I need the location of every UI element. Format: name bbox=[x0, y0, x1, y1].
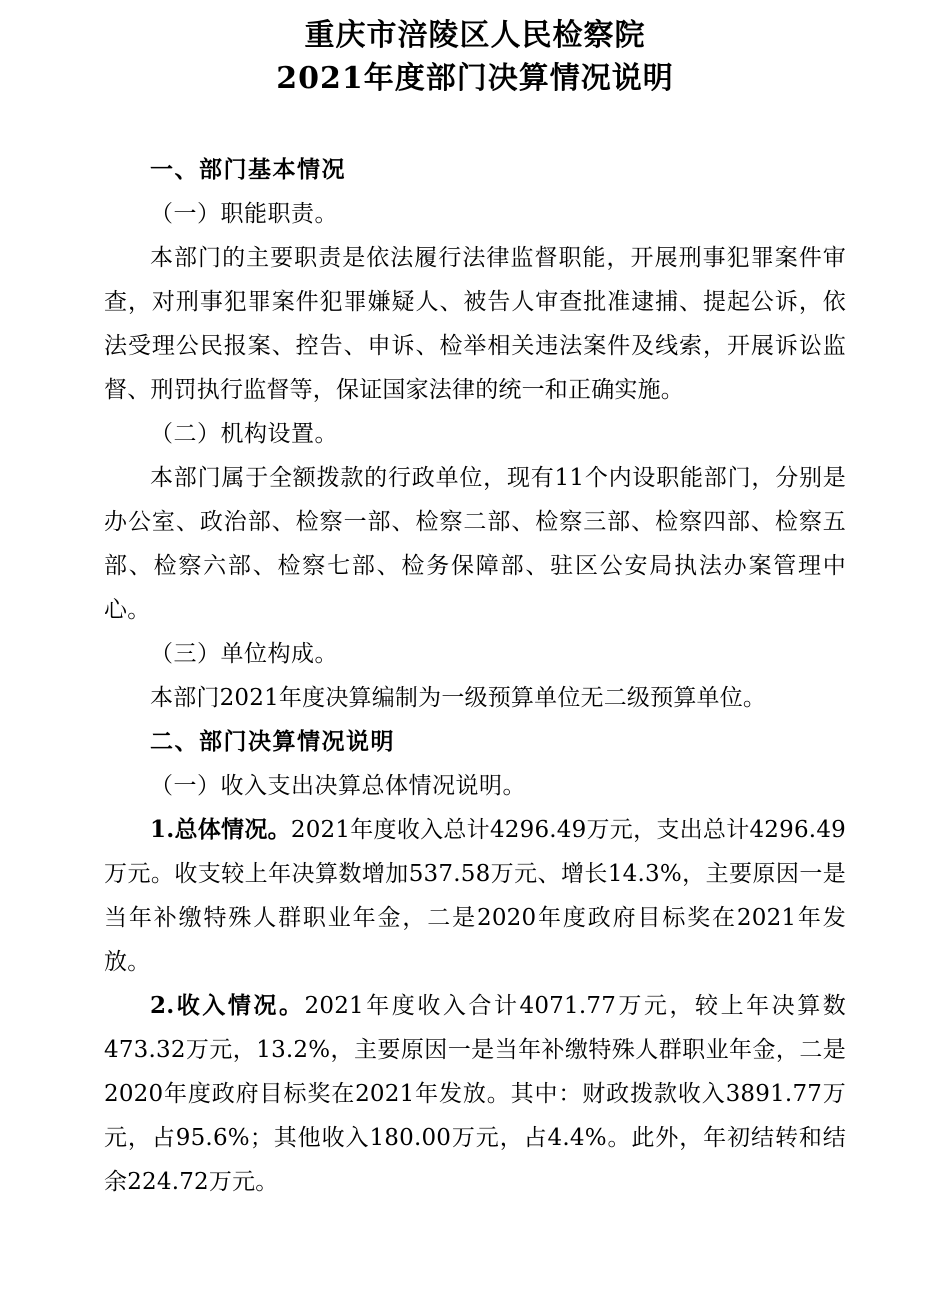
paragraph-2-1-lead: 1.总体情况。 bbox=[150, 816, 291, 843]
title-line-1: 重庆市涪陵区人民检察院 bbox=[304, 18, 646, 53]
subsection-heading-1-2: （二）机构设置。 bbox=[150, 421, 338, 447]
title-spacer bbox=[104, 100, 846, 148]
paragraph-2-2-lead: 2.收入情况。 bbox=[150, 992, 305, 1019]
paragraph-2-1-text: 2021年度收入总计4296.49万元，支出总计4296.49万元。收支较上年决算数增加537.58万元、增长14.3%，主要原因一是当年补缴特殊人群职业年金，二是2020年度政府目标奖在2021年发放。 bbox=[104, 817, 846, 975]
title-line-2: 2021年度部门决算情况说明 bbox=[276, 61, 674, 96]
section-heading-1: 一、部门基本情况 bbox=[150, 156, 346, 183]
paragraph-2-2-text: 2021年度收入合计4071.77万元，较上年决算数473.32万元，13.2%，主要原因一是当年补缴特殊人群职业年金，二是2020年度政府目标奖在2021年发放。其中：财政拨款收入3891.77万元，占95.6%；其他收入180.00万元，占4.4%。此外，年初结转和结余224.72万元。 bbox=[104, 993, 846, 1195]
paragraph-1-2: 本部门属于全额拨款的行政单位，现有11个内设职能部门，分别是办公室、政治部、检察一部、检察二部、检察三部、检察四部、检察五部、检察六部、检察七部、检务保障部、驻区公安局执法办案管理中心。 bbox=[104, 465, 846, 623]
paragraph-1-3: 本部门2021年度决算编制为一级预算单位无二级预算单位。 bbox=[150, 685, 767, 711]
paragraph-2-1 bbox=[104, 808, 846, 984]
page-title bbox=[104, 14, 846, 100]
subsection-heading-1-3: （三）单位构成。 bbox=[150, 641, 338, 667]
subsection-heading-2-1: （一）收入支出决算总体情况说明。 bbox=[150, 773, 526, 799]
section-heading-2: 二、部门决算情况说明 bbox=[150, 728, 395, 755]
paragraph-1-1: 本部门的主要职责是依法履行法律监督职能，开展刑事犯罪案件审查，对刑事犯罪案件犯罪嫌疑人、被告人审查批准逮捕、提起公诉，依法受理公民报案、控告、申诉、检举相关违法案件及线索，开展诉讼监督、刑罚执行监督等，保证国家法律的统一和正确实施。 bbox=[104, 245, 846, 403]
subsection-heading-1-1: （一）职能职责。 bbox=[150, 201, 338, 227]
paragraph-2-2 bbox=[104, 984, 846, 1204]
